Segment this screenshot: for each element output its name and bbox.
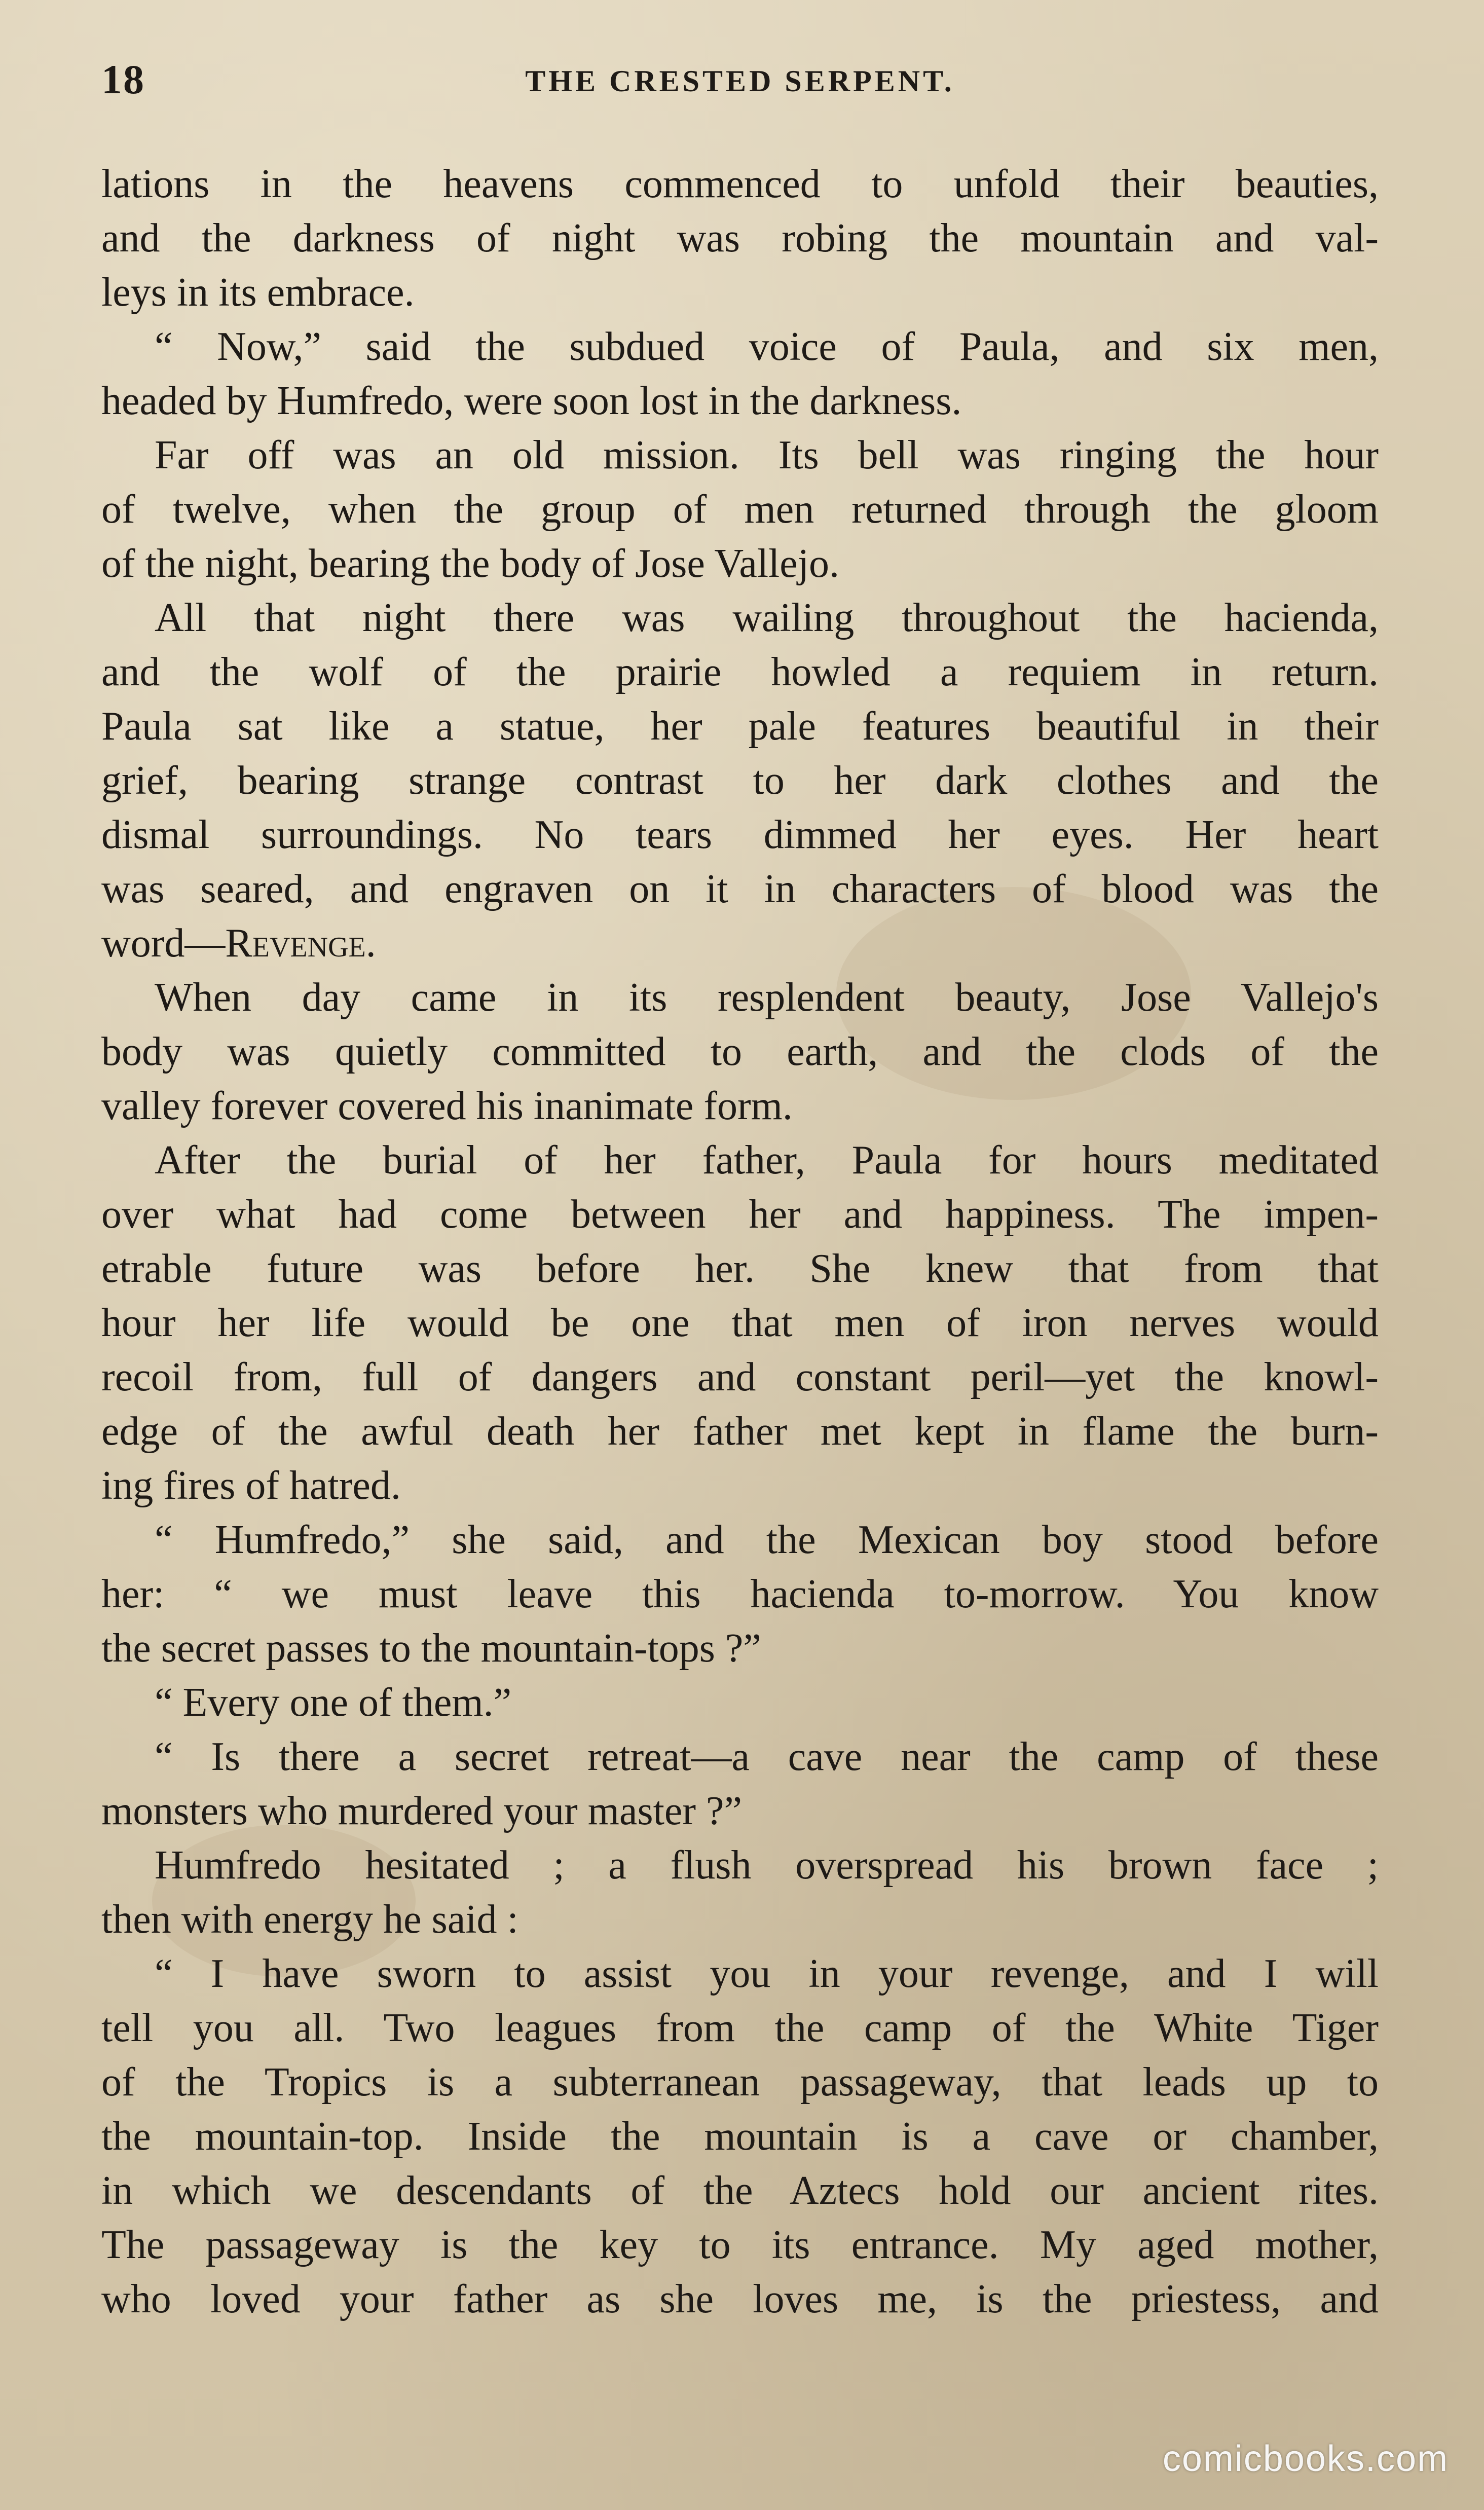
text-line: When day came in its resplendent beauty, Jose Vallejo's (155, 975, 1379, 1020)
revenge-word: Revenge. (225, 921, 376, 966)
text-line: ing fires of hatred. (101, 1463, 401, 1508)
text-line: dismal surroundings. No tears dimmed her eyes. Her heart (101, 813, 1379, 857)
text-line: The passageway is the key to its entrance. My aged mother, (101, 2223, 1379, 2267)
text-line: valley forever covered his inanimate form. (101, 1084, 793, 1128)
text-line: “ Now,” said the subdued voice of Paula, and six men, (155, 324, 1379, 369)
text-line: Humfredo hesitated ; a flush overspread his brown face ; (155, 1843, 1379, 1888)
text-line: her: “ we must leave this hacienda to-morrow. You know (101, 1572, 1379, 1616)
text-line: lations in the heavens commenced to unfold their beauties, (101, 162, 1379, 206)
watermark: comicbooks.com (1162, 2439, 1449, 2479)
page-number: 18 (101, 56, 145, 102)
text-line: body was quietly committed to earth, and the clods of the (101, 1029, 1379, 1074)
text-line: then with energy he said : (101, 1897, 518, 1942)
text-line: leys in its embrace. (101, 270, 415, 315)
text-line: word— (101, 921, 226, 966)
text-line: recoil from, full of dangers and constant peril—yet the knowl- (101, 1355, 1379, 1399)
text-line: who loved your father as she loves me, is the priestess, and (101, 2277, 1379, 2321)
text-line: “ I have sworn to assist you in your revenge, and I will (155, 1951, 1379, 1996)
text-line: etrable future was before her. She knew that from that (101, 1246, 1379, 1291)
running-head: THE CRESTED SERPENT. (525, 64, 955, 98)
text-line: grief, bearing strange contrast to her dark clothes and the (101, 758, 1379, 803)
body-text (101, 157, 1379, 2327)
text-line: After the burial of her father, Paula for hours meditated (155, 1138, 1379, 1183)
text-line-revenge (101, 916, 1379, 971)
text-line: the secret passes to the mountain-tops ?” (101, 1626, 761, 1671)
text-line: the mountain-top. Inside the mountain is a cave or chamber, (101, 2114, 1379, 2159)
text-line: and the darkness of night was robing the mountain and val- (101, 216, 1379, 261)
text-line: of the night, bearing the body of Jose Vallejo. (101, 541, 840, 586)
text-line: of the Tropics is a subterranean passageway, that leads up to (101, 2060, 1379, 2105)
text-line: “ Every one of them.” (155, 1680, 512, 1725)
text-line: monsters who murdered your master ?” (101, 1789, 743, 1833)
text-line: “ Humfredo,” she said, and the Mexican boy stood before (155, 1518, 1379, 1562)
text-line: Paula sat like a statue, her pale features beautiful in their (101, 704, 1379, 749)
text-line: hour her life would be one that men of iron nerves would (101, 1301, 1379, 1345)
text-line: “ Is there a secret retreat—a cave near the camp of these (155, 1734, 1379, 1779)
page-header (101, 56, 1379, 112)
text-line: over what had come between her and happiness. The impen- (101, 1192, 1379, 1237)
text-line: of twelve, when the group of men returned through the gloom (101, 487, 1379, 532)
text-line: and the wolf of the prairie howled a requiem in return. (101, 650, 1379, 694)
text-line: in which we descendants of the Aztecs hold our ancient rites. (101, 2168, 1379, 2213)
text-line: All that night there was wailing throughout the hacienda, (155, 596, 1379, 640)
text-line: tell you all. Two leagues from the camp of the White Tiger (101, 2006, 1379, 2050)
text-line: edge of the awful death her father met kept in flame the burn- (101, 1409, 1379, 1454)
text-line: headed by Humfredo, were soon lost in the darkness. (101, 379, 962, 423)
text-line: was seared, and engraven on it in characters of blood was the (101, 867, 1379, 911)
text-line: Far off was an old mission. Its bell was ringing the hour (155, 433, 1379, 477)
